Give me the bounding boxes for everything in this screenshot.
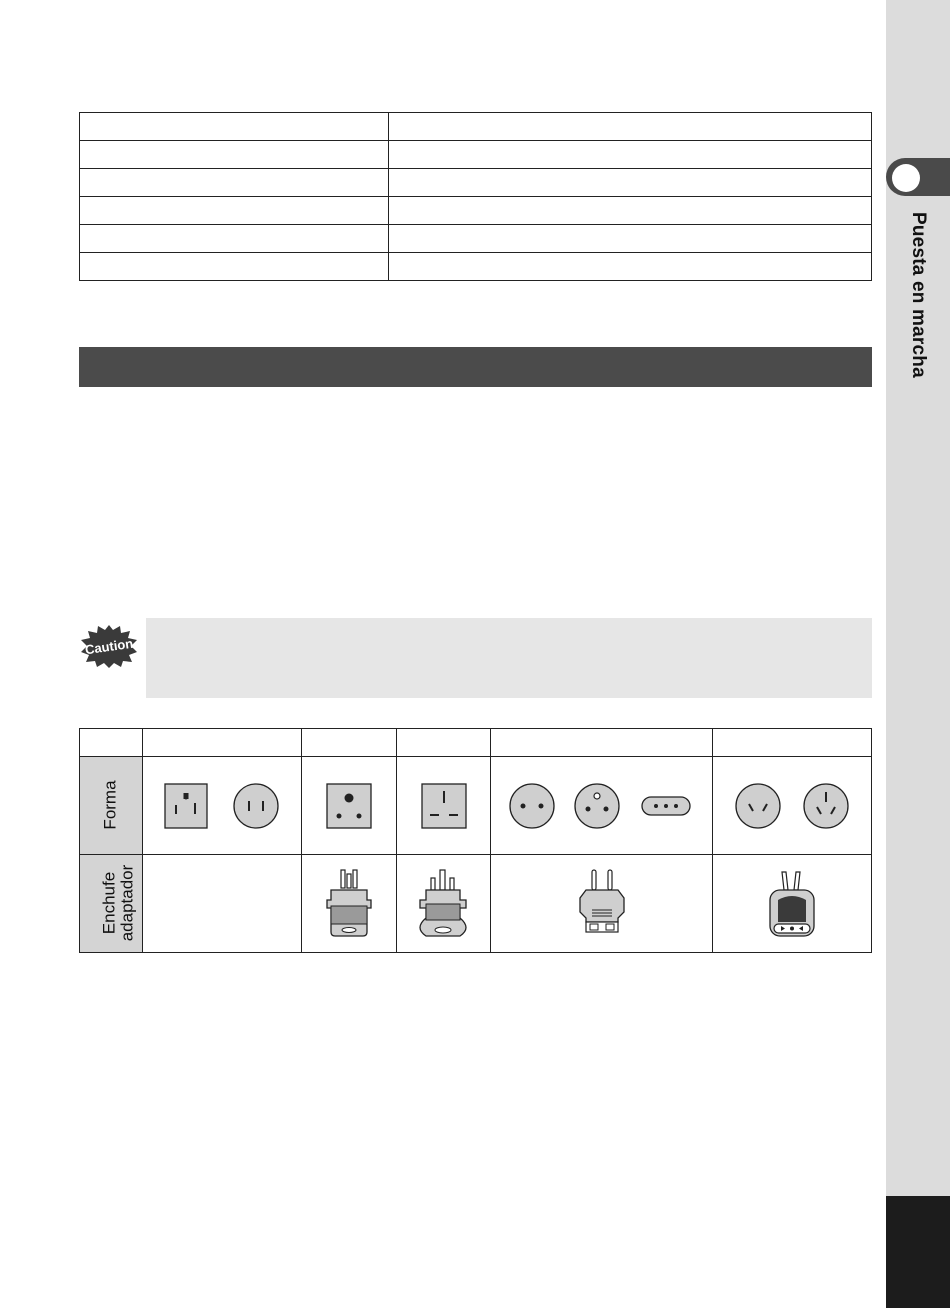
- table-row: [80, 113, 872, 141]
- adapter-plug-o-icon: [762, 868, 822, 940]
- table-row: [80, 855, 872, 953]
- voltage-table: [79, 112, 872, 281]
- chapter-circle-icon: [892, 164, 920, 192]
- table-row: [80, 253, 872, 281]
- row-label-enchufe-adaptador: Enchufe adaptador: [99, 864, 137, 942]
- table-row: [80, 141, 872, 169]
- table-row: [80, 225, 872, 253]
- caution-box: [146, 618, 872, 698]
- table-row: [80, 197, 872, 225]
- table-row: [80, 729, 872, 757]
- outlet-type-a-b-icon: [162, 781, 282, 831]
- plug-table: [79, 728, 872, 953]
- table-row: [80, 169, 872, 197]
- adapter-plug-g-icon: [416, 868, 472, 940]
- outlet-type-c-e-l-icon: [507, 781, 697, 831]
- outlet-type-g-icon: [419, 781, 469, 831]
- side-strip: [886, 0, 950, 1308]
- table-row: [80, 757, 872, 855]
- page-number-block: [886, 1196, 950, 1308]
- adapter-plug-c-icon: [572, 868, 632, 940]
- outlet-type-o-icon: [732, 781, 852, 831]
- outlet-type-d-icon: [324, 781, 374, 831]
- caution-icon: [80, 624, 138, 668]
- caution-icon-text: Caution: [84, 635, 135, 658]
- section-header-bar: [79, 347, 872, 387]
- chapter-title: Puesta en marcha: [908, 212, 929, 378]
- row-label-forma: Forma: [101, 780, 120, 830]
- adapter-plug-d-icon: [323, 868, 375, 940]
